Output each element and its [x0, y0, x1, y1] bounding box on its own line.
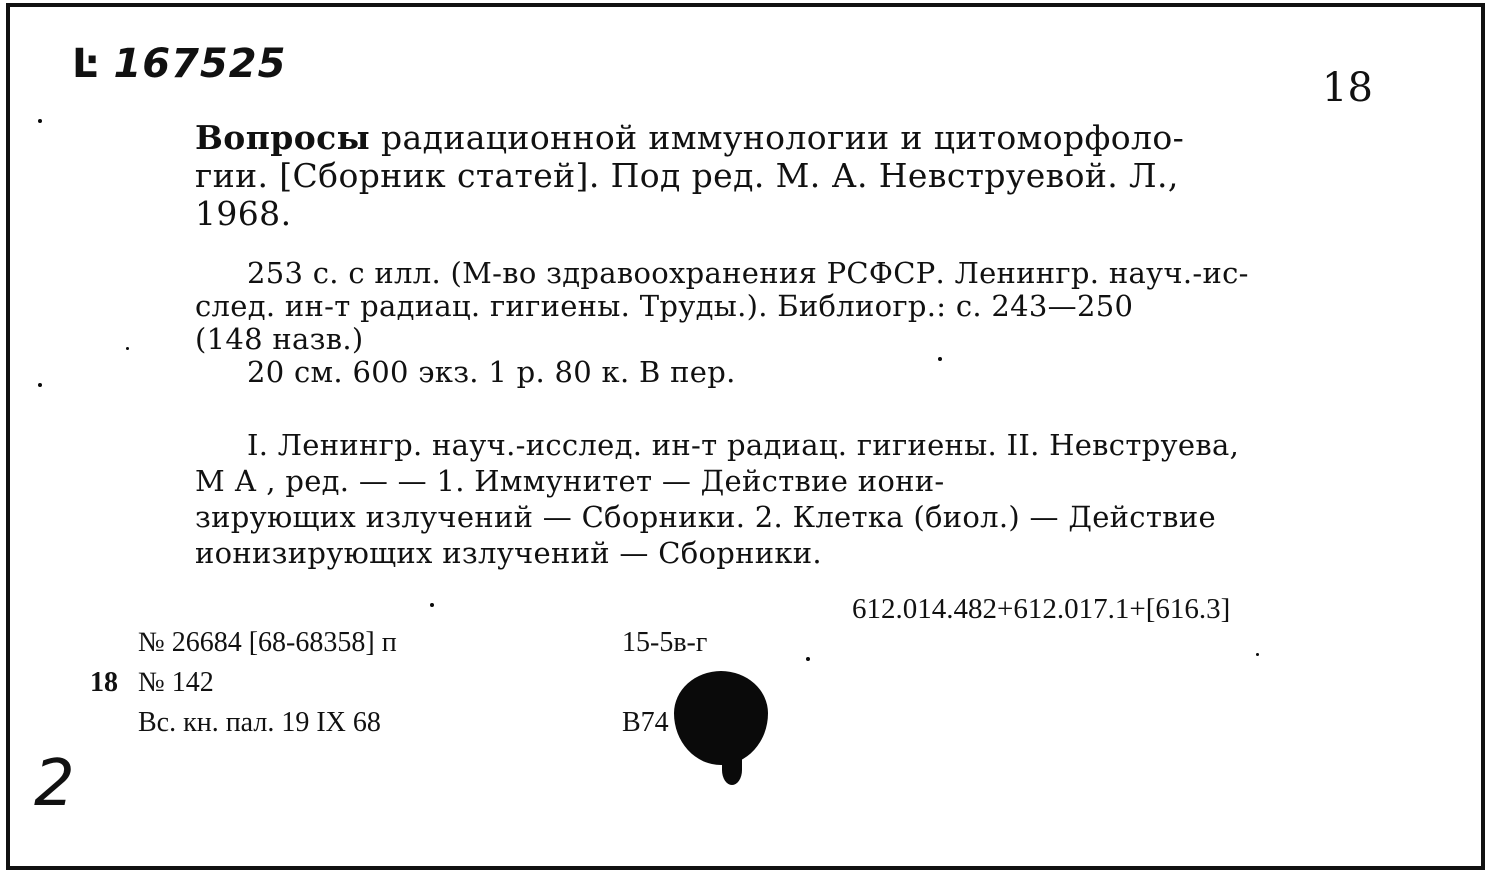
footer-line-3: Вс. кн. пал. 19 IX 68: [138, 707, 381, 738]
title-block: [195, 119, 1375, 233]
description-line: след. ин-т радиац. гигиены. Труды.). Библиогр.: с. 243—250: [195, 289, 1134, 323]
speck-icon: [38, 119, 42, 123]
tracings-block: [195, 427, 1375, 571]
title-line: [195, 119, 1375, 157]
stamp-mark-icon: Ŀ: [72, 41, 99, 87]
footer-line-2: № 142: [138, 667, 214, 698]
classification-index: 612.014.482+612.017.1+[616.3]: [852, 593, 1231, 625]
inventory-number: Ŀ 167525: [72, 41, 287, 87]
speck-icon: [938, 357, 942, 361]
description-line: 20 см. 600 экз. 1 р. 80 к. В пер.: [247, 355, 736, 389]
footer-line-1-right: 15-5в-г: [622, 627, 708, 658]
speck-icon: [1256, 653, 1259, 656]
description-line: 253 с. с илл. (М-во здравоохранения РСФСР. Ленингр. науч.-ис-: [247, 256, 1249, 290]
tracing-line: зирующих излучений — Сборники. 2. Клетка (биол.) — Действие: [195, 500, 1216, 534]
title-line: 1968.: [195, 194, 292, 233]
card-number: 18: [1322, 65, 1373, 111]
tracing-line: ионизирующих излучений — Сборники.: [195, 536, 822, 570]
footer-line-1: [138, 627, 397, 659]
ink-blot-drip-icon: [722, 755, 742, 785]
catalog-card: [6, 3, 1485, 870]
footer-line-3-right: В74: [622, 707, 669, 738]
registration-number: № 26684 [68-68358] п: [138, 627, 397, 658]
handwritten-mark: 2: [34, 747, 75, 821]
title-bold: Вопросы: [195, 118, 371, 157]
tracing-line: I. Ленингр. науч.-исслед. ин-т радиац. гигиены. II. Невструева,: [247, 428, 1240, 462]
ink-blot-icon: [674, 671, 768, 765]
description-line: (148 назв.): [195, 322, 364, 356]
speck-icon: [38, 383, 42, 387]
title-line: гии. [Сборник статей]. Под ред. М. А. Невструевой. Л.,: [195, 156, 1179, 195]
speck-icon: [806, 657, 810, 661]
title-text: радиационной иммунологии и цитоморфоло-: [370, 118, 1185, 157]
footer-line-2-prefix: 18: [90, 667, 118, 698]
speck-icon: [430, 603, 434, 607]
description-block: [195, 257, 1375, 389]
tracing-line: М А , ред. — — 1. Иммунитет — Действие иони-: [195, 464, 945, 498]
speck-icon: [126, 347, 129, 350]
